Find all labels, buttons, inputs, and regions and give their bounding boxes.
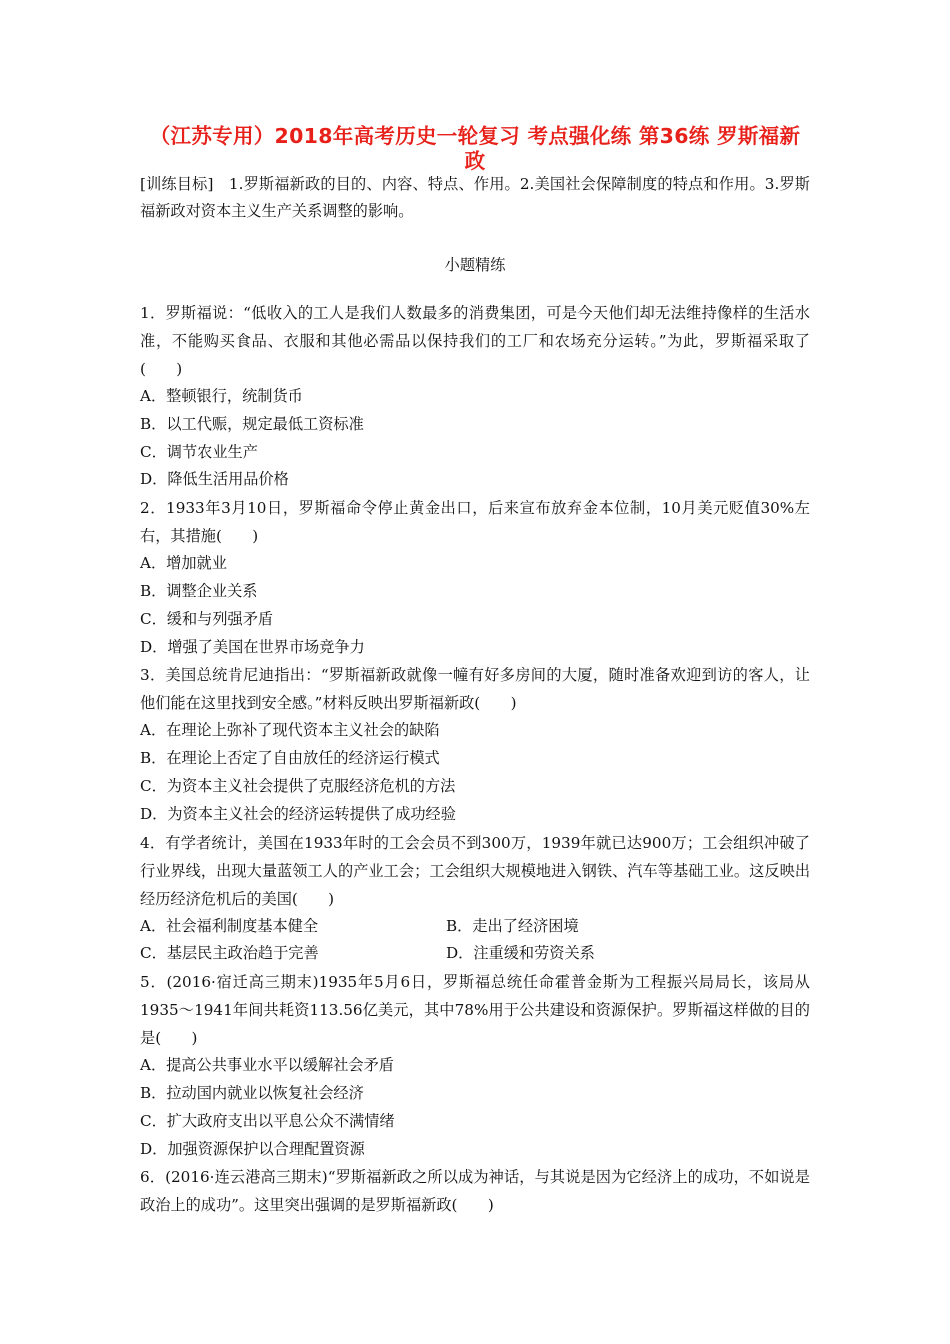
question-stem: 2．1933年3月10日，罗斯福命令停止黄金出口，后来宣布放弃金本位制，10月美元贬值30%左右，其措施( )	[140, 499, 810, 546]
question-1	[140, 299, 810, 494]
question-list	[140, 299, 810, 1219]
option-b: B．拉动国内就业以恢复社会经济	[140, 1083, 364, 1102]
option-d: D．加强资源保护以合理配置资源	[140, 1139, 365, 1158]
option-a: A．在理论上弥补了现代资本主义社会的缺陷	[140, 721, 440, 740]
option-a: A．增加就业	[140, 554, 227, 573]
document-title: （江苏专用）2018年高考历史一轮复习 考点强化练 第36练 罗斯福新政	[149, 124, 801, 173]
question-4	[140, 829, 810, 969]
section-heading: 小题精练	[444, 256, 506, 274]
question-stem: 4．有学者统计，美国在1933年时的工会会员不到300万，1939年就已达900万；工会组织冲破了行业界线，出现大量蓝领工人的产业工会；工会组织大规模地进入钢铁、汽车等基础工业。这反映出经历经济危机后的美国( )	[140, 833, 810, 908]
option-row	[140, 913, 810, 941]
question-5	[140, 968, 810, 1163]
option-d: D．增强了美国在世界市场竞争力	[140, 637, 365, 656]
question-2	[140, 494, 810, 661]
option-c: C．为资本主义社会提供了克服经济危机的方法	[140, 776, 456, 795]
option-c: C．缓和与列强矛盾	[140, 609, 274, 628]
option-b: B．走出了经济困境	[446, 916, 579, 935]
option-a: A．提高公共事业水平以缓解社会矛盾	[140, 1056, 394, 1075]
option-b: B．以工代赈，规定最低工资标准	[140, 414, 364, 433]
question-stem: 3．美国总统肯尼迪指出：“罗斯福新政就像一幢有好多房间的大厦，随时准备欢迎到访的客人，让他们能在这里找到安全感。”材料反映出罗斯福新政( )	[140, 666, 810, 713]
question-6	[140, 1163, 810, 1219]
option-a: A．社会福利制度基本健全	[140, 916, 319, 935]
option-d: D．为资本主义社会的经济运转提供了成功经验	[140, 804, 456, 823]
option-c: C．扩大政府支出以平息公众不满情绪	[140, 1111, 395, 1130]
training-objective: [训练目标] 1.罗斯福新政的目的、内容、特点、作用。2.美国社会保障制度的特点和作用。3.罗斯福新政对资本主义生产关系调整的影响。	[140, 175, 810, 220]
option-row	[140, 940, 810, 968]
question-stem: 5．(2016·宿迁高三期末)1935年5月6日，罗斯福总统任命霍普金斯为工程振兴局局长，该局从1935～1941年间共耗资113.56亿美元，其中78%用于公共建设和资源保护。罗斯福这样做的目的是( )	[140, 973, 810, 1048]
option-b: B．在理论上否定了自由放任的经济运行模式	[140, 749, 440, 768]
question-stem: 6．(2016·连云港高三期末)“罗斯福新政之所以成为神话，与其说是因为它经济上的成功，不如说是政治上的成功”。这里突出强调的是罗斯福新政( )	[140, 1168, 810, 1215]
option-d: D．降低生活用品价格	[140, 470, 289, 489]
question-3	[140, 661, 810, 828]
option-b: B．调整企业关系	[140, 581, 258, 600]
option-d: D．注重缓和劳资关系	[446, 944, 595, 963]
option-c: C．基层民主政治趋于完善	[140, 944, 319, 963]
question-stem: 1．罗斯福说：“低收入的工人是我们人数最多的消费集团，可是今天他们却无法维持像样的生活水准，不能购买食品、衣服和其他必需品以保持我们的工厂和农场充分运转。”为此，罗斯福采取了( )	[140, 304, 810, 378]
option-a: A．整顿银行，统制货币	[140, 387, 303, 405]
option-c: C．调节农业生产	[140, 442, 258, 461]
